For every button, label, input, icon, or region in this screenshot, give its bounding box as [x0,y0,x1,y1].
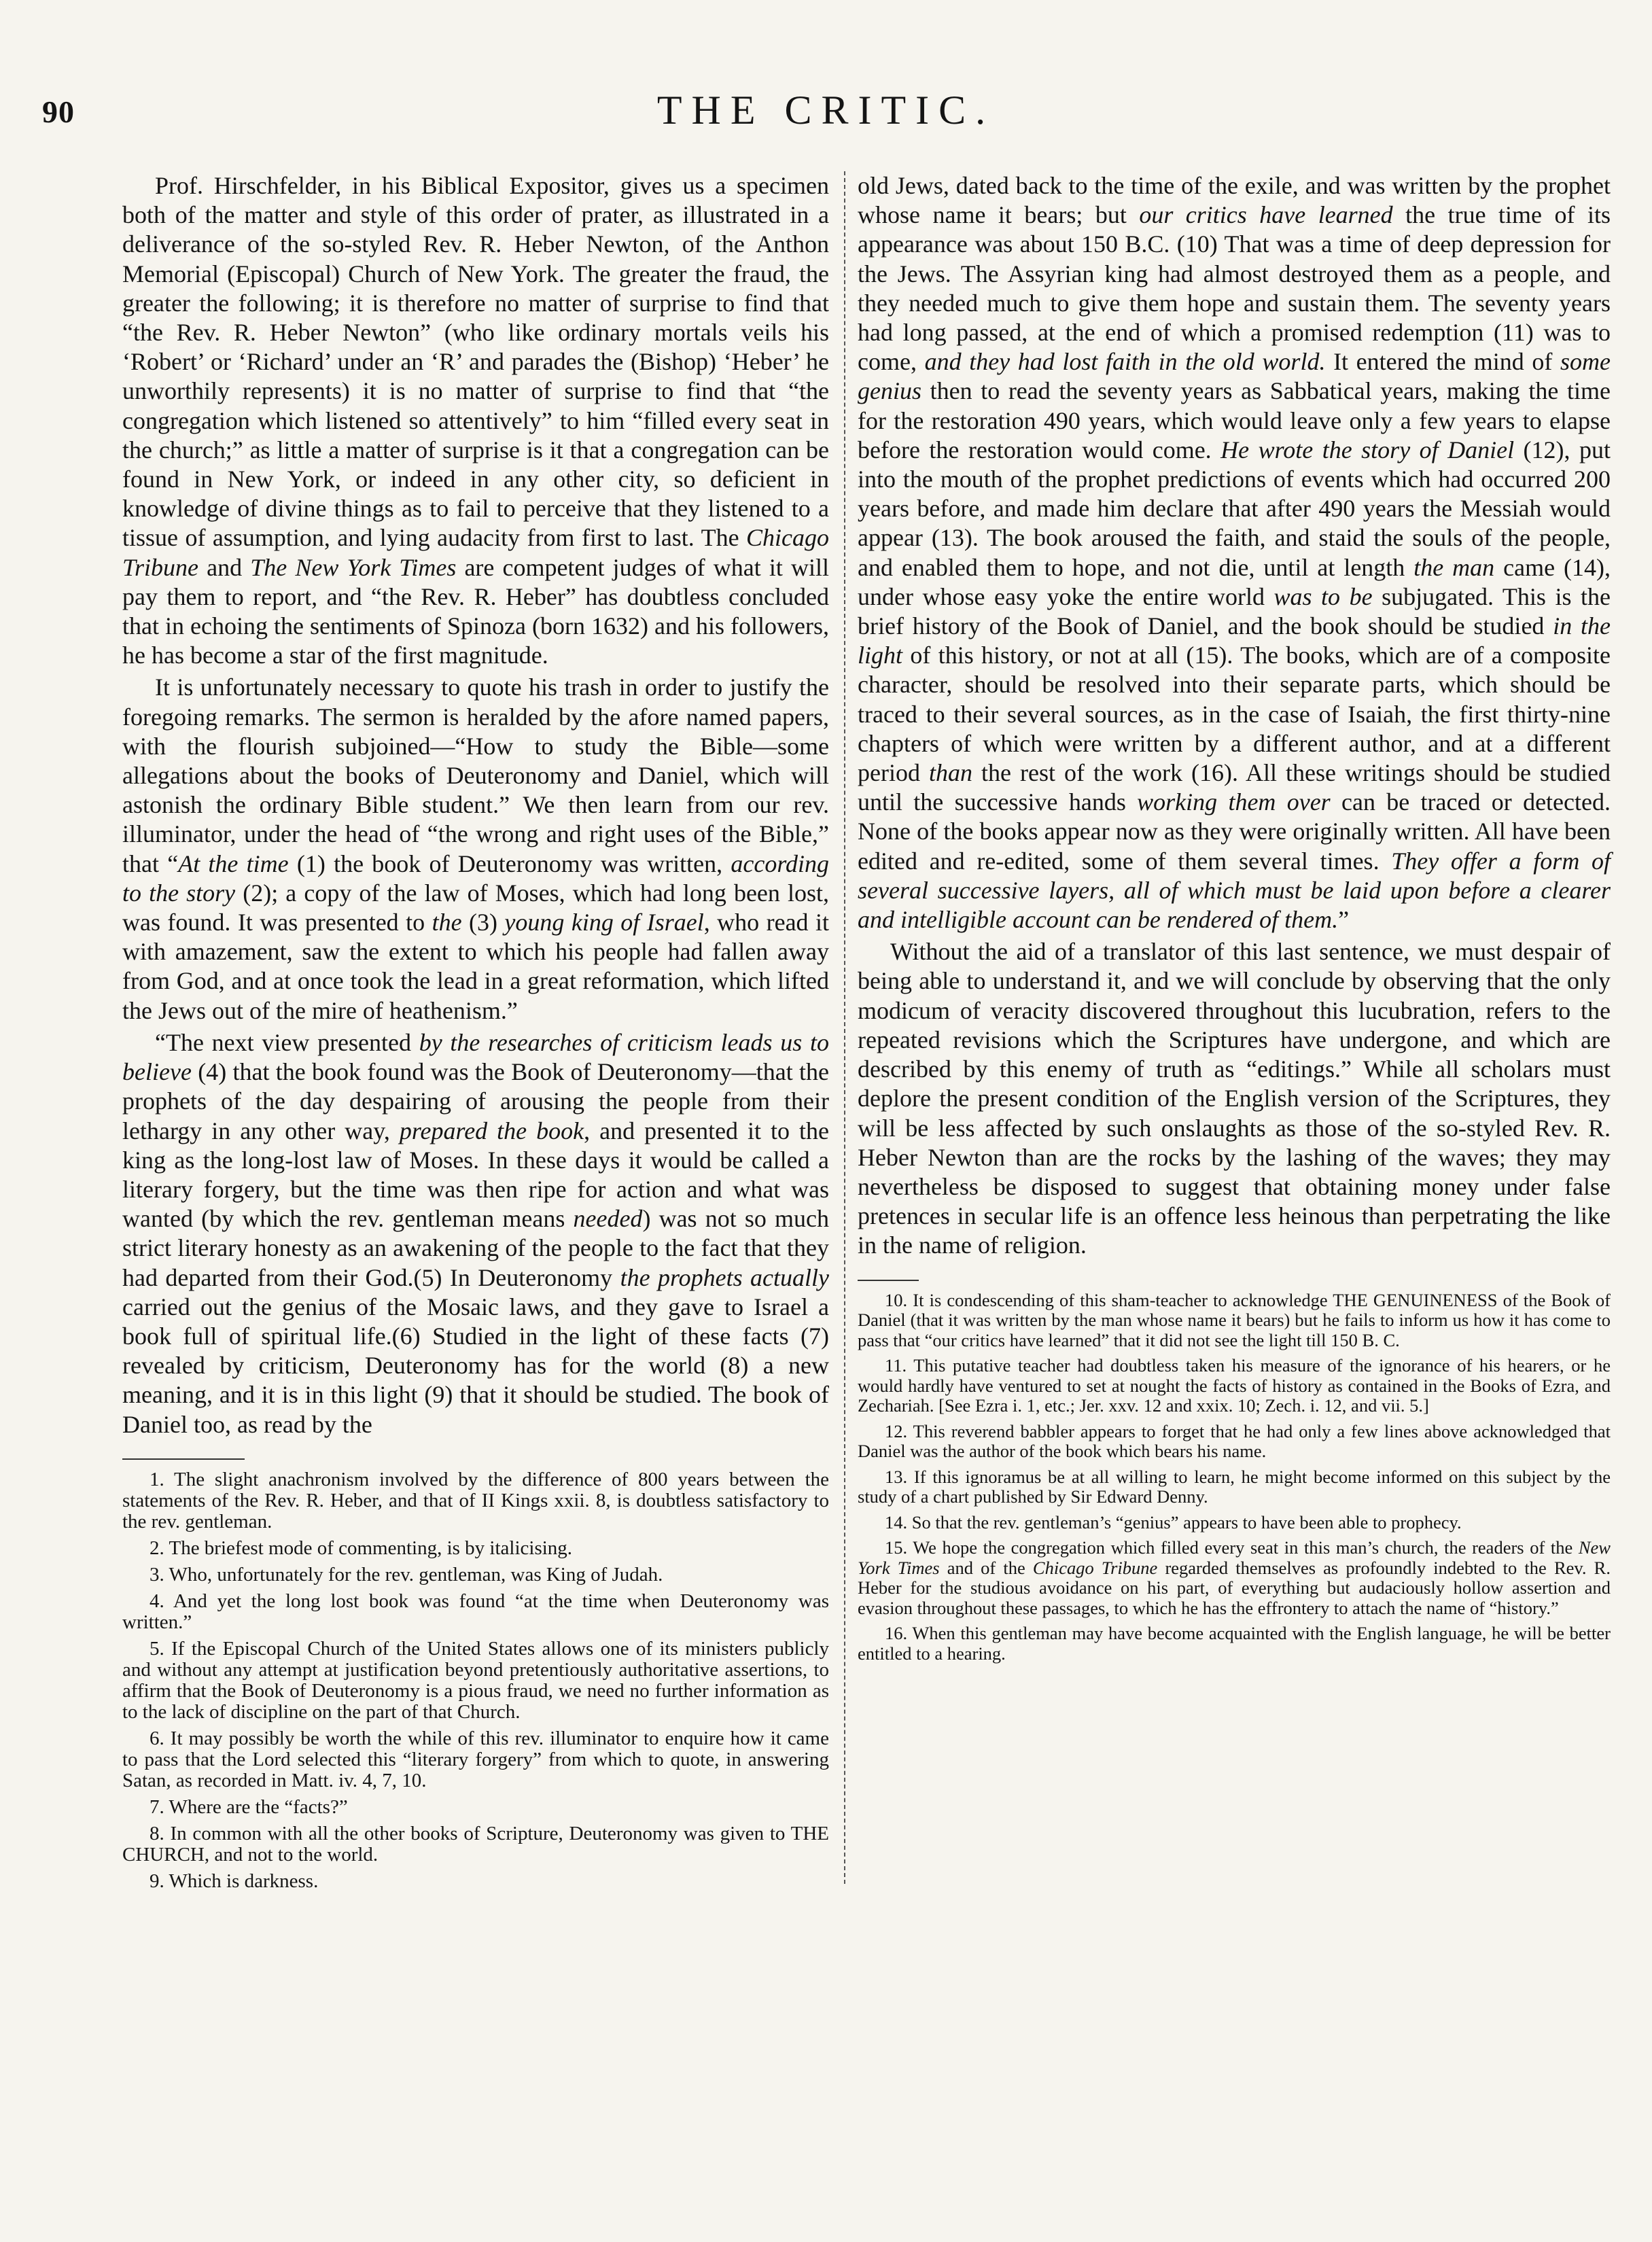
footnote-separator [858,1280,919,1281]
italic-text-run: working them over [1137,788,1331,816]
text-run: 8. In common with all the other books of Scripture, Deuteronomy was given to THE CHURCH, and not to the world. [122,1822,829,1866]
text-run: 15. We hope the congregation which filled every seat in this man’s church, the readers of the [885,1537,1579,1558]
text-run: (12), put into the mouth of the prophet predictions of events which had occurred 200 years before, and made him declare that after 490 years the Messiah would appear (13). The book aroused the faith, and staid the souls of the people, and enabled them to hope, and not die, until at length [858,436,1611,581]
italic-text-run: than [928,759,972,787]
running-title: THE CRITIC. [656,88,996,133]
text-run: 12. This reverend babbler appears to forget that he had only a few lines above acknowledged that Daniel was the author of the book which bears his name. [858,1420,1611,1462]
page-number: 90 [42,94,75,129]
footnote [122,1823,829,1866]
text-run: are competent judges of what it will pay them to report, and “the Rev. R. Heber” has doubtless concluded that in echoing the sentiments of Spinoza (born 1632) and his followers, he has become a star of the first magnitude. [122,553,829,669]
footnote [858,1467,1611,1507]
italic-text-run: the prophets actually [620,1263,830,1291]
footnote [858,1422,1611,1462]
italic-text-run: The New York Times [250,553,457,581]
paragraph [122,171,829,670]
page-header [0,0,1652,156]
text-run: 4. And yet the long lost book was found “at the time when Deuteronomy was written.” [122,1590,829,1633]
footnote [122,1797,829,1818]
text-run: 10. It is condescending of this sham-teacher to acknowledge THE GENUINENESS of the Book of Daniel (that it was written by the man whose name it bears) but he fails to inform us how it has come to pass that “our critics have learned” that it did not see the light till 150 B. C. [858,1289,1611,1350]
italic-text-run: young king of Israel [504,909,704,936]
text-run: subjugated. This is the brief history of the Book of Daniel, and the book should be studied [858,582,1611,640]
text-run: of this history, or not at all (15). The books, which are of a composite character, should be resolved into their separate parts, which should be traced to their several sources, as in the case of Isaiah, the first thirty-nine chapters of which were written by a different author, and at a different period [858,642,1611,787]
text-run: 7. Where are the “facts?” [150,1796,348,1818]
footnote [122,1469,829,1532]
text-run: (1) the book of Deuteronomy was written, [288,849,731,877]
text-run: carried out the genius of the Mosaic laws, and they gave to Israel a book full of spiritual life.(6) Studied in the light of these facts (7) revealed by criticism, Deuteronomy has for the world (8) a new meaning, and it is in this light (9) that it should be studied. The book of Daniel too, as read by the [122,1293,829,1438]
text-run: It entered the mind of [1325,348,1560,376]
italic-text-run: They offer a form of several successive layers, all of which must be laid upon before a clearer and intelligible account can be rendered of them. [858,847,1611,934]
footnote [122,1591,829,1633]
footnote [122,1871,829,1892]
text-run: Prof. Hirschfelder, in his Biblical Expositor, gives us a specimen both of the matter and style of this order of prater, as illustrated in a deliverance of the so-styled Rev. R. Heber Newton, of the Anthon Memorial (Episcopal) Church of New York. The greater the fraud, the greater the following; it is therefore no matter of surprise to find that “the Rev. R. Heber Newton” (who like ordinary mortals veils his ‘Robert’ or ‘Richard’ under an ‘R’ and parades the (Bishop) ‘Heber’ he unworthily represents) it is no matter of surprise to find that “the congregation which listened so attentively” to him “filled every seat in the church;” as little a matter of surprise is it that a congregation can be found in New York, or indeed in any other city, so deficient in knowledge of divine things as to fail to perceive that they listened to a tissue of assumption, and lying audacity from first to last. The [122,172,829,552]
paragraph [858,937,1611,1260]
column-divider [844,171,845,1884]
italic-text-run: by the researches of criticism leads us to believe [122,1028,830,1086]
italic-text-run: At the time [178,849,289,877]
italic-text-run: the man [1413,553,1495,581]
text-run: 5. If the Episcopal Church of the United States allows one of its ministers publicly and without any attempt at justification beyond pretentiously authoritative assertions, to affirm that the Book of Deuteronomy is a pious fraud, we need no further information as to the lack of discipline on the part of that Church. [122,1637,829,1723]
text-run: 9. Which is darkness. [150,1870,319,1892]
footnote [858,1513,1611,1533]
footnote [122,1564,829,1586]
left-body-text [122,171,829,1439]
italic-text-run: was to be [1273,582,1373,610]
italic-text-run: our critics have learned [1139,201,1393,229]
text-run: and [198,553,251,581]
left-column [122,171,829,2203]
right-body-text [858,171,1611,1261]
text-run: can be traced or detected. None of the books appear now as they were originally written. All have been edited and re-edited, some of them several times. [858,788,1611,875]
footnote [122,1538,829,1559]
footnote [858,1624,1611,1664]
italic-text-run: Chicago Tribune [1032,1557,1158,1578]
text-run: 13. If this ignoramus be at all willing to learn, he might become informed on this subject by the study of a chart published by Sir Edward Denny. [858,1466,1611,1507]
text-run: (2); a copy of the law of Moses, which had long been lost, was found. It was presented to [122,879,830,936]
italic-text-run: according to the story [122,849,829,907]
text-run: , who read it with amazement, saw the extent to which his people had fallen away from God, and at once took the lead in a great reformation, which lifted the Jews out of the mire of heathenism.” [122,909,830,1024]
text-run: Without the aid of a translator of this last sentence, we must despair of being able to understand it, and we will conclude by observing that the only modicum of veracity discovered throughout this lucubration, refers to the repeated revisions which the Scriptures have undergone, and which are described by this enemy of truth as “editings.” While all scholars must deplore the present condition of the English version of the Scriptures, they will be less affected by such onslaughts as those of the so-styled Rev. R. Heber Newton than are the rocks by the lashing of the waves; they may nevertheless be disposed to suggest that obtaining money under false pretences in secular life is an offence less heinous than perpetrating the like in the name of religion. [858,938,1611,1259]
italic-text-run: New York Times [858,1537,1611,1578]
text-run: came (14), under whose easy yoke the entire world [858,553,1611,610]
text-run: the true time of its appearance was about 150 B.C. (10) That was a time of deep depression for the Jews. The Assyrian king had almost destroyed them as a people, and they needed much to give them hope and sustain them. The seventy years had long passed, at the end of which a promised redemption (11) was to come, [858,201,1611,376]
text-run: (4) that the book found was the Book of Deuteronomy—that the prophets of the day despairing of arousing the people from their lethargy in any other way, [122,1058,829,1144]
italic-text-run: He wrote the story of Daniel [1220,436,1515,463]
text-run: ) was not so much strict literary honesty as an awakening of the people to the fact that they had departed from their God.(5) In Deuteronomy [122,1205,830,1291]
paragraph [122,673,829,1025]
italic-text-run: Chicago Tribune [122,524,829,581]
right-column [858,171,1611,2203]
footnote [858,1356,1611,1416]
text-run: It is unfortunately necessary to quote his trash in order to justify the foregoing remarks. The sermon is heralded by the afore named papers, with the flourish subjoined—“How to study the Bible—some allegations about the books of Deuteronomy and Daniel, which will astonish the ordinary Bible student.” We then learn from our rev. illuminator, under the head of “the wrong and right uses of the Bible,” that “ [122,673,829,877]
text-run: 11. This putative teacher had doubtless taken his measure of the ignorance of his hearers, or he would hardly have ventured to set at nought the facts of history as contained in the Books of Ezra, and Zechariah. [See Ezra i. 1, etc.; Jer. xxv. 12 and xxix. 10; Zech. i. 12, and vii. 5.] [858,1355,1611,1416]
text-run: the rest of the work (16). All these writings should be studied until the successive hands [858,759,1611,816]
text-run: and of the [939,1557,1033,1578]
right-footnotes [858,1291,1611,1664]
left-footnotes [122,1469,829,1892]
text-run: 16. When this gentleman may have become acquainted with the English language, he will be better entitled to a hearing. [858,1623,1611,1664]
text-run: 1. The slight anachronism involved by the difference of 800 years between the statements of the Rev. R. Heber, and that of II Kings xxii. 8, is doubtless satisfactory to the rev. gentleman. [122,1468,829,1532]
text-run: old Jews, dated back to the time of the exile, and was written by the prophet whose name it bears; but [858,172,1611,229]
text-run: 14. So that the rev. gentleman’s “genius” appears to have been able to prophecy. [885,1511,1462,1532]
italic-text-run: the [432,909,462,936]
text-run: “The next view presented [155,1028,419,1056]
footnote [858,1291,1611,1351]
text-run: 2. The briefest mode of commenting, is by italicising. [150,1537,573,1559]
text-run: then to read the seventy years as Sabbatical years, making the time for the restoration 490 years, which would leave only a few years to elapse before the restoration would come. [858,377,1611,463]
text-run: ” [1338,906,1350,934]
footnote-separator [122,1458,245,1460]
text-run: (3) [461,909,505,936]
italic-text-run: and they had lost faith in the old world. [924,348,1326,376]
text-run: 6. It may possibly be worth the while of this rev. illuminator to enquire how it came to pass that the Lord selected this “literary forgery” from which to quote, in answering Satan, as recorded in Matt. iv. 4, 7, 10. [122,1727,829,1791]
paragraph [858,171,1611,934]
footnote [122,1639,829,1723]
text-run: 3. Who, unfortunately for the rev. gentleman, was King of Judah. [150,1563,663,1586]
italic-text-run: prepared the book [399,1117,584,1144]
italic-text-run: in the light [858,612,1611,669]
paragraph [122,1028,829,1439]
footnote [122,1728,829,1791]
italic-text-run: some genius [858,348,1611,405]
text-run: regarded themselves as profoundly indebted to the Rev. R. Heber for the studious avoidance on his part, of everything but audaciously hollow assertion and evasion throughout these passages, to which he has the effrontery to attach the name of “history.” [858,1557,1611,1618]
footnote [858,1538,1611,1618]
text-run: , and presented it to the king as the long-lost law of Moses. In these days it would be called a literary forgery, but the time was then ripe for action and what was wanted (by which the rev. gentleman means [122,1117,830,1233]
italic-text-run: needed [573,1205,643,1233]
